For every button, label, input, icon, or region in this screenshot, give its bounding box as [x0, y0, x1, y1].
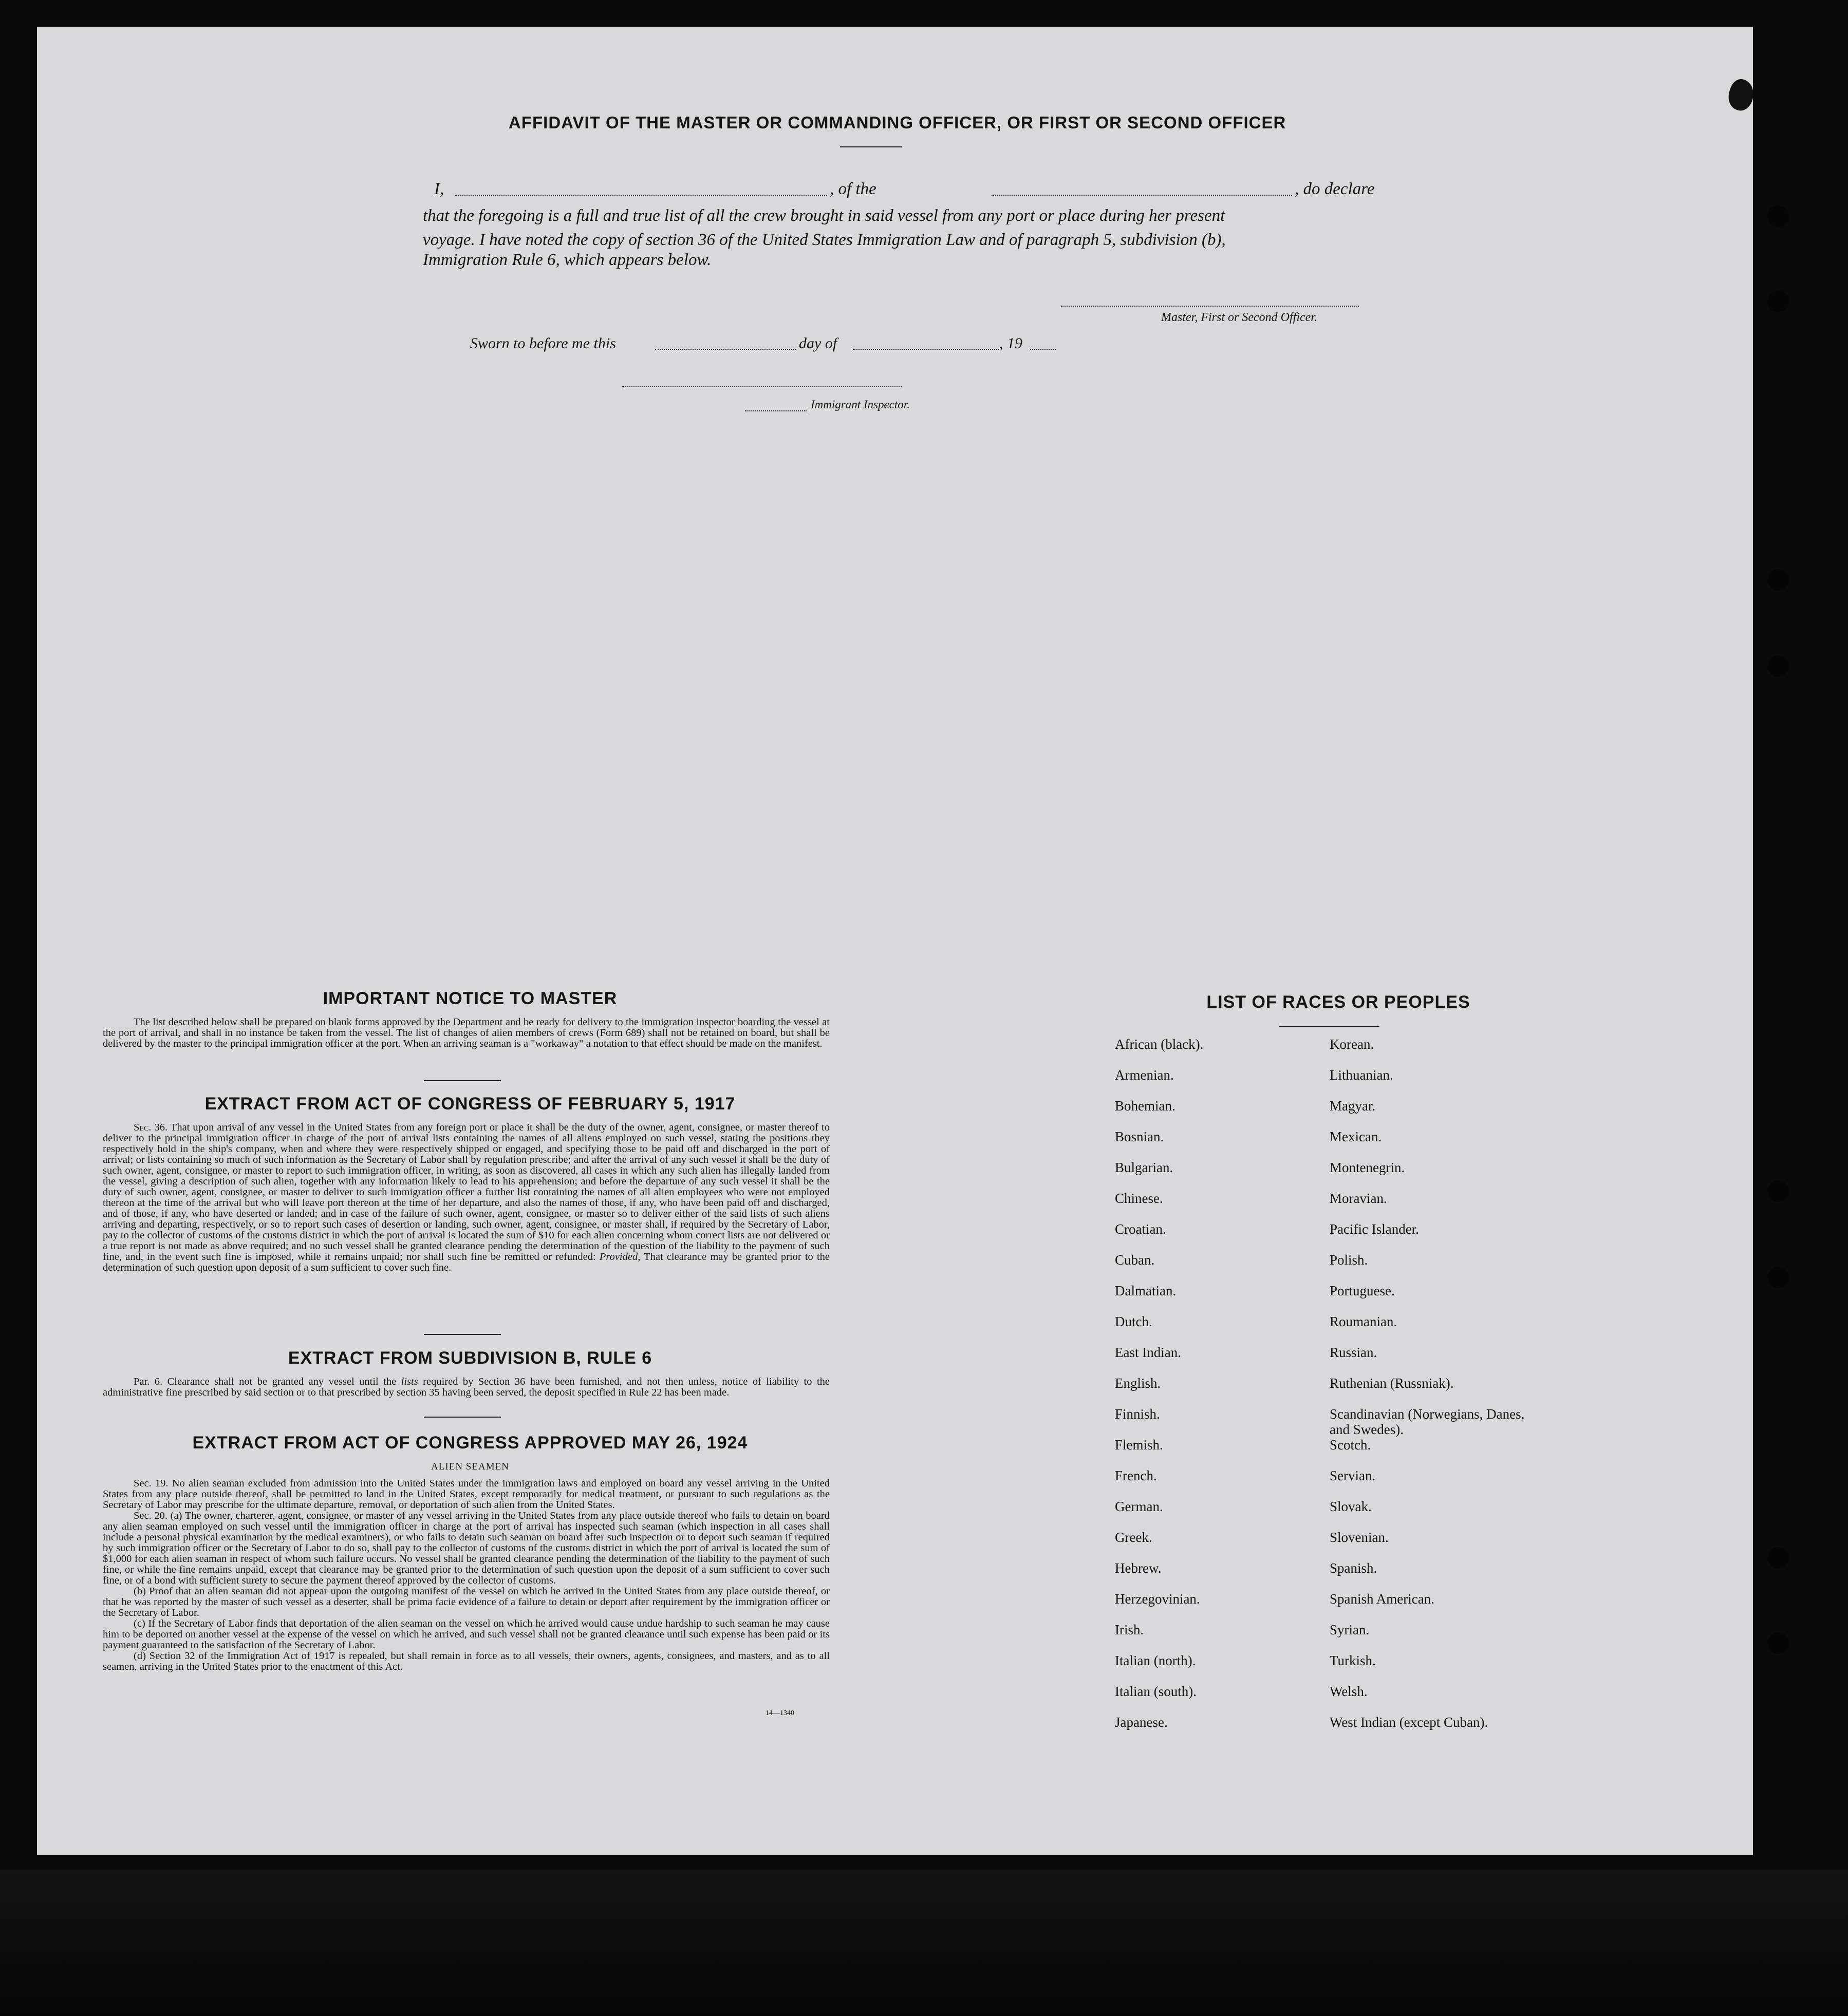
race-item: Greek.: [1115, 1530, 1152, 1545]
inspector-signature-blank: [622, 386, 902, 387]
sec-20c: (c) If the Secretary of Labor finds that deportation of the alien seaman on the vessel on which he arrived would cause undue hardship to such seaman he may cause him to be deported on another vessel at the expense of the vessel on which he arrived, and such vessel shall not be granted clearance until such expense has been paid or its payment guaranteed to the satisfaction of the Secretary of Labor.: [103, 1618, 830, 1651]
par-6-start: Clearance shall not be granted any vessel until the: [167, 1376, 397, 1387]
inspector-line: [745, 398, 1012, 413]
punch-hole: [1767, 1267, 1789, 1288]
punch-hole: [1767, 569, 1789, 591]
race-item: Irish.: [1115, 1622, 1144, 1637]
race-item: Russian.: [1330, 1345, 1377, 1360]
extract-1924-title: EXTRACT FROM ACT OF CONGRESS APPROVED MAY 26, 1924: [192, 1433, 748, 1453]
race-item: Dutch.: [1115, 1314, 1152, 1329]
form-number: 14—1340: [766, 1709, 794, 1717]
title-rule: [840, 146, 902, 147]
affidavit-line-2: that the foregoing is a full and true list of all the crew brought in said vessel from any port or place during her present: [423, 206, 1225, 225]
punch-hole: [1767, 1632, 1789, 1654]
sec-19: [103, 1478, 830, 1511]
alien-seamen-subtitle: ALIEN SEAMEN: [431, 1461, 509, 1472]
race-item: African (black).: [1115, 1037, 1204, 1052]
race-item: Welsh.: [1330, 1684, 1368, 1699]
provided-word: Provided,: [599, 1251, 641, 1263]
race-item: Spanish.: [1330, 1560, 1377, 1576]
affidavit-line-1: [434, 177, 1410, 201]
race-item: Magyar.: [1330, 1098, 1376, 1114]
affidavit-do-declare: , do declare: [1295, 180, 1375, 198]
race-item: Hebrew.: [1115, 1560, 1162, 1576]
sec-20a-text: (a) The owner, charterer, agent, consignee, or master of any vessel arriving in the United States from any place outside thereof who fails to detain on board any alien seaman employed on such vessel until the immigration officer in charge at the port of arrival has inspected such seaman (which inspection in all cases shall include a personal physical examination by the medical examiners), or who fails to detain such seaman on board after such inspection or to deport such seaman if required by such immigration officer or the Secretary of Labor to do so, shall pay to the collector of customs of the customs district in which the port of arrival is located the sum of $1,000 for each alien seaman in respect of whom such failure occurs. No vessel shall be granted clearance pending the determination of the liability to the payment of such fine, or while the fine remains unpaid, except that clearance may be granted prior to the determination of such question upon the deposit of a sum sufficient to cover such fine, or of a bond with sufficient surety to secure the payment thereof approved by the collector of customs.: [103, 1510, 830, 1586]
sec-19-label: Sec. 19.: [134, 1478, 169, 1489]
sec-20d: (d) Section 32 of the Immigration Act of 1917 is repealed, but shall remain in force as to all vessels, their owners, agents, consignees, and masters, and as to all seamen, arriving in the United States prior to the enactment of this Act.: [103, 1650, 830, 1672]
race-item: Bulgarian.: [1115, 1160, 1173, 1175]
race-item: Portuguese.: [1330, 1283, 1395, 1298]
sworn-month-blank: [853, 349, 999, 350]
race-item: Ruthenian (Russniak).: [1330, 1376, 1454, 1391]
lists-word: lists: [401, 1376, 418, 1387]
race-item: Flemish.: [1115, 1437, 1163, 1453]
affidavit-line-3: voyage. I have noted the copy of section 36 of the United States Immigration Law and of paragraph 5, subdivision (b),: [423, 231, 1226, 249]
notice-body: [103, 1017, 830, 1049]
race-item: Italian (south).: [1115, 1684, 1197, 1699]
race-item: Armenian.: [1115, 1067, 1174, 1083]
affidavit-i: I,: [434, 180, 444, 198]
sworn-prefix: Sworn to before me this: [470, 335, 616, 352]
race-item: Herzegovinian.: [1115, 1591, 1200, 1607]
race-item: Moravian.: [1330, 1191, 1387, 1206]
race-item: East Indian.: [1115, 1345, 1181, 1360]
races-column-1: [1115, 1037, 1315, 1745]
race-item: Scandinavian (Norwegians, Danes, and Swedes).: [1330, 1406, 1525, 1437]
sec-19-text: No alien seaman excluded from admission into the United States under the immigration laws and employed on board any vessel arriving in the United States from any place outside thereof, shall be permitted to land in the United States, except temporarily for medical treatment, or pursuant to such regulations as the Secretary of Labor may prescribe for the ultimate departure, removal, or deportation of such alien from the United States.: [103, 1478, 830, 1511]
race-item: Spanish American.: [1330, 1591, 1434, 1607]
race-item: Bosnian.: [1115, 1129, 1164, 1144]
par-6-end: required by Section 36 have been furnished, and not then unless, notice of liability to the administrative fine prescribed by said section or to that prescribed by section 35 having been served, the deposit specified in Rule 22 has been made.: [103, 1376, 830, 1398]
race-item: Polish.: [1330, 1252, 1368, 1268]
signature-blank: [1061, 306, 1359, 307]
race-item: German.: [1115, 1499, 1163, 1514]
notice-text: The list described below shall be prepared on blank forms approved by the Department and be ready for delivery to the immigration inspector boarding the vessel at the port of arrival, and shall in no instance be taken from the vessel. The list of changes of alien members of crews (Form 689) shall not be retained on board, but shall be delivered by the master to the principal immigration officer at the port. When an arriving seaman is a "workaway" a notation to that effect should be made on the manifest.: [103, 1016, 830, 1049]
signature-label: Master, First or Second Officer.: [1161, 311, 1317, 324]
sec-20a: [103, 1511, 830, 1586]
sec-36-label: Sec. 36.: [134, 1122, 168, 1133]
races-column-2: [1330, 1037, 1525, 1745]
par-6-label: Par. 6.: [134, 1376, 163, 1387]
race-item: Servian.: [1330, 1468, 1376, 1483]
race-item: Dalmatian.: [1115, 1283, 1177, 1298]
sworn-day-of: day of: [799, 335, 837, 352]
extract-rule6-rule: [424, 1417, 501, 1418]
race-item: Slovenian.: [1330, 1530, 1389, 1545]
notice-rule: [424, 1080, 501, 1081]
sworn-year: , 19: [999, 335, 1022, 352]
races-title: LIST OF RACES OR PEOPLES: [1206, 992, 1470, 1012]
punch-hole: [1767, 291, 1789, 312]
sec-20-label: Sec. 20.: [134, 1510, 167, 1521]
affidavit-title: AFFIDAVIT OF THE MASTER OR COMMANDING OFFICER, OR FIRST OR SECOND OFFICER: [509, 113, 1286, 132]
race-item: English.: [1115, 1376, 1161, 1391]
race-item: Syrian.: [1330, 1622, 1370, 1637]
affidavit-of-the: , of the: [830, 180, 876, 198]
race-item: Bohemian.: [1115, 1098, 1175, 1114]
sworn-line: [470, 331, 1138, 355]
inspector-dots: [745, 410, 807, 411]
sec-36-end: That clearance may be granted prior to the determination of such question upon deposit of a sum sufficient to cover such fine.: [103, 1251, 830, 1273]
race-item: Lithuanian.: [1330, 1067, 1393, 1083]
sec-36-text: That upon arrival of any vessel in the United States from any foreign port or place it shall be the duty of the owner, agent, consignee, or master thereof to deliver to the principal immigration officer in charge of the port of arrival lists containing the names of all aliens employed on such vessel, stating the positions they respectively hold in the ship's company, when and where they were respectively shipped or engaged, and specifying those to be paid off and discharged in the port of arrival; or lists containing so much of such information as the Secretary of Labor shall by regulation prescribe; and after the arrival of any such vessel it shall be the duty of such owner, agent, consignee, or master to report to such immigration officer, in writing, as soon as discovered, all cases in which any such alien has illegally landed from the vessel, giving a description of such alien, together with any information likely to lead to his apprehension; and before the departure of any such vessel it shall be the duty of such owner, agent, consignee, or master to deliver to such immigration officer a further list containing the names of all alien employees who were not employed thereon at the time of the arrival but who will leave port thereon at the time of her departure, and also the names of those, if any, who have been paid off and discharged, and of those, if any, who have deserted or landed; and in case of the failure of such owner, agent, consignee, or master so to deliver either of the said lists of such aliens arriving and departing, respectively, or so to report such cases of desertion or landing, such owner, agent, consignee, or master shall, if required by the Secretary of Labor, pay to the collector of customs of the customs district in which the port of arrival is located the sum of $10 for each alien concerning whom correct lists are not delivered or a true report is not made as above required; and no such vessel shall be granted clearance pending the determination of the question of the liability to the payment of such fine, and, in the event such fine is imposed, while it remains unpaid; nor shall such fine be remitted or refunded:: [103, 1122, 830, 1263]
extract-rule6-body: [103, 1377, 830, 1398]
race-item: Finnish.: [1115, 1406, 1160, 1422]
race-item: West Indian (except Cuban).: [1330, 1714, 1488, 1730]
extract-1924-body: [103, 1478, 830, 1672]
name-blank: [455, 195, 827, 196]
extract-1917-title: EXTRACT FROM ACT OF CONGRESS OF FEBRUARY 5, 1917: [204, 1094, 736, 1114]
sworn-year-blank: [1030, 349, 1056, 350]
race-item: Turkish.: [1330, 1653, 1376, 1668]
race-item: Korean.: [1330, 1037, 1374, 1052]
punch-hole: [1767, 205, 1789, 227]
notice-title: IMPORTANT NOTICE TO MASTER: [323, 989, 618, 1008]
races-rule: [1279, 1026, 1379, 1027]
vessel-blank: [992, 195, 1292, 196]
punch-hole: [1767, 655, 1789, 677]
affidavit-line-4: Immigration Rule 6, which appears below.: [423, 251, 712, 269]
punch-hole: [1767, 1180, 1789, 1202]
race-item: Montenegrin.: [1330, 1160, 1405, 1175]
race-item: Italian (north).: [1115, 1653, 1196, 1668]
scan-shadow: [0, 1870, 1848, 2016]
race-item: Croatian.: [1115, 1221, 1166, 1237]
extract-1917-rule: [424, 1334, 501, 1335]
race-item: Roumanian.: [1330, 1314, 1397, 1329]
race-item: Chinese.: [1115, 1191, 1163, 1206]
inspector-label: Immigrant Inspector.: [811, 398, 910, 411]
race-item: Mexican.: [1330, 1129, 1382, 1144]
extract-1917-body: [103, 1122, 830, 1273]
sworn-date-blank: [655, 349, 796, 350]
race-item: French.: [1115, 1468, 1157, 1483]
punch-hole: [1767, 1547, 1789, 1569]
race-item: Japanese.: [1115, 1714, 1168, 1730]
race-item: Slovak.: [1330, 1499, 1372, 1514]
extract-rule6-title: EXTRACT FROM SUBDIVISION B, RULE 6: [288, 1348, 652, 1368]
race-item: Pacific Islander.: [1330, 1221, 1419, 1237]
race-item: Scotch.: [1330, 1437, 1371, 1453]
race-item: Cuban.: [1115, 1252, 1155, 1268]
sec-20b: (b) Proof that an alien seaman did not appear upon the outgoing manifest of the vessel on which he arrived in the United States from any place outside thereof, or that he was reported by the master of such vessel as a deserter, shall be prima facie evidence of a failure to detain or deport after requirement by the immigration officer or the Secretary of Labor.: [103, 1586, 830, 1618]
